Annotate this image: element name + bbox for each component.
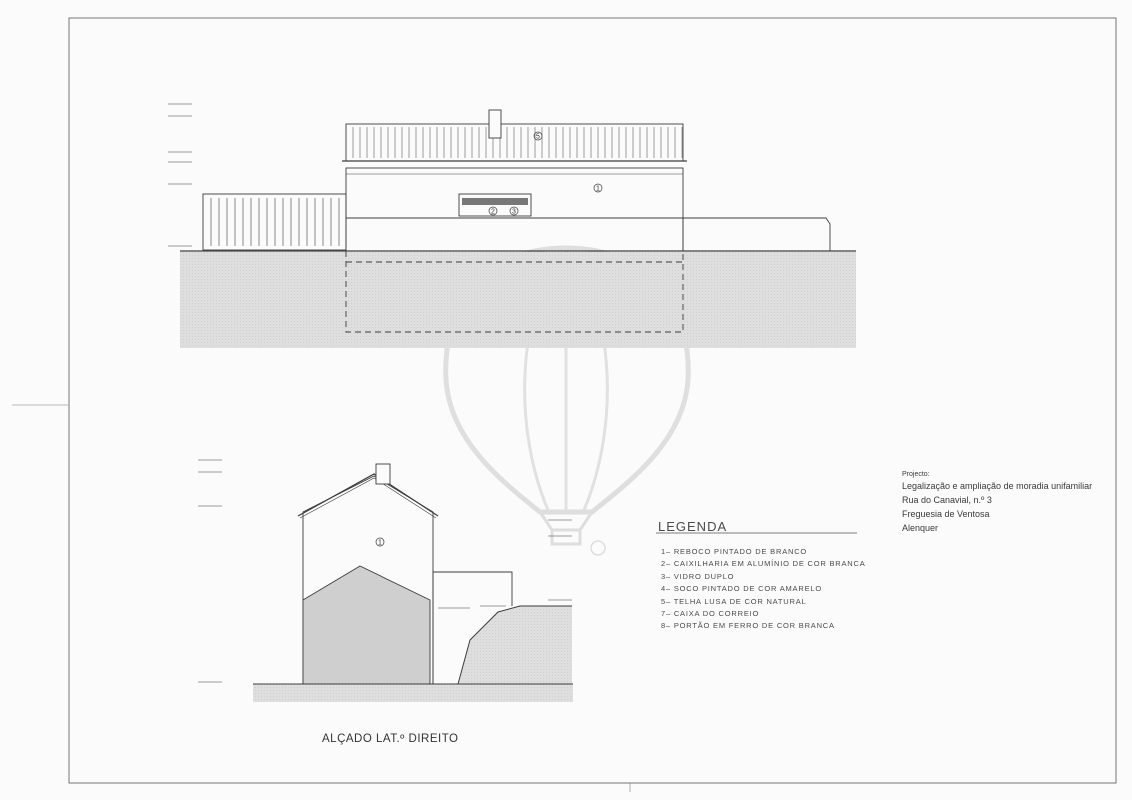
fence-bars (211, 198, 339, 246)
fence (203, 194, 346, 250)
level-marks (168, 104, 192, 246)
project-title: Legalização e ampliação de moradia unifamiliar (902, 481, 1093, 491)
roof-tile-lines (353, 127, 682, 158)
roof (346, 124, 683, 161)
legend-item: 5– TELHA LUSA DE COR NATURAL (661, 596, 807, 606)
main-elevation (168, 104, 856, 348)
legend-item: 4– SOCO PINTADO DE COR AMARELO (661, 584, 822, 594)
sheet-border (69, 18, 1116, 783)
callout-wall-label: 1 (596, 185, 600, 193)
chimney (489, 110, 501, 138)
legend-title: LEGENDA (658, 519, 728, 534)
side-annex (433, 572, 512, 606)
legend-item: 3– VIDRO DUPLO (661, 571, 735, 581)
slope-ground (433, 606, 572, 684)
ground-hatch (180, 252, 856, 348)
project-info (902, 470, 1092, 535)
side-chimney (376, 464, 390, 484)
elevation-title: ALÇADO LAT.º DIREITO (322, 733, 459, 745)
neighbour-gable (303, 566, 430, 684)
gable-roof (298, 474, 438, 516)
project-parish: Freguesia de Ventosa (902, 509, 990, 519)
legend-item: 7– CAIXA DO CORREIO (661, 609, 760, 619)
legend (658, 519, 866, 633)
annex-wall (346, 218, 830, 251)
callout-window-a-label: 2 (491, 208, 495, 216)
project-street: Rua do Canavial, n.º 3 (902, 495, 992, 505)
project-municipality: Alenquer (902, 523, 939, 533)
legend-list (661, 546, 866, 633)
side-ground-hatch (253, 684, 573, 702)
legend-item: 2– CAIXILHARIA EM ALUMÍNIO DE COR BRANCA (661, 559, 866, 569)
callout-side-wall-label: 1 (378, 539, 382, 547)
side-elevation (198, 460, 573, 702)
legend-item: 8– PORTÃO EM FERRO DE COR BRANCA (661, 621, 835, 631)
project-label: Projecto: (902, 471, 930, 478)
legend-item: 1– REBOCO PINTADO DE BRANCO (661, 547, 808, 556)
callout-window-b-label: 3 (512, 208, 516, 216)
callout-roof-label: 5 (536, 133, 540, 141)
